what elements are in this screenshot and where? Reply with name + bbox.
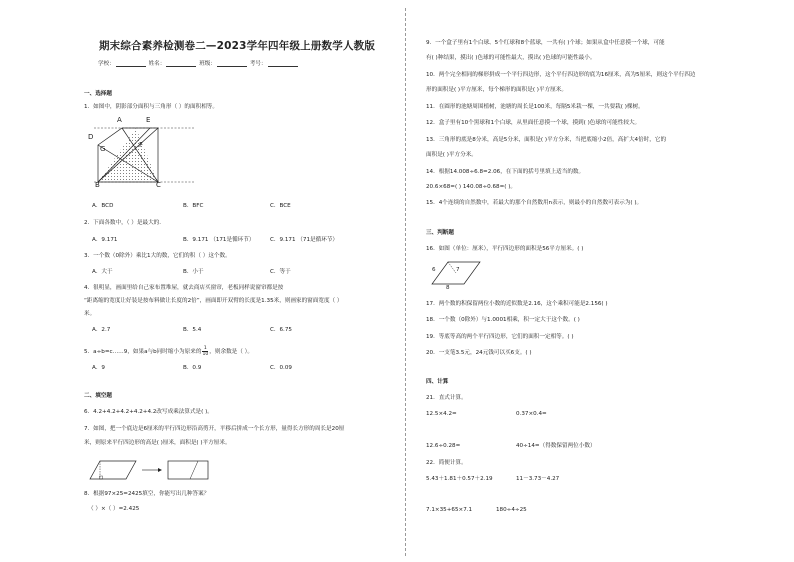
label-e: E <box>146 116 151 124</box>
question-1: 1．如图中，阴影部分面积与三角形（ ）的面积相等。 <box>84 104 218 110</box>
question-6: 6．4.2+4.2+4.2+4.2+4.2改写成乘法算式是( )。 <box>84 409 213 415</box>
q5-denominator: 10 <box>202 352 209 357</box>
q5-option-c[interactable]: C．0.09 <box>270 365 292 371</box>
name-label: 姓名： <box>148 61 166 67</box>
question-13-line-1: 13．三角形的底是8分米，高是5分米，面积是( )平方分米，当把底缩小2倍，高扩大4倍时，它的 <box>426 137 667 143</box>
number-blank[interactable] <box>268 60 298 67</box>
q5-text-pre: 5．a÷b=c……9，如果a与b同时缩小为原来的 <box>84 349 202 355</box>
q22-item-d: 180÷4÷25 <box>496 507 527 513</box>
label-b: B <box>95 181 100 189</box>
q2-option-b[interactable]: B．9.171 （171是循环节） <box>183 237 255 243</box>
q5-option-b[interactable]: B．0.9 <box>183 365 202 371</box>
name-blank[interactable] <box>166 60 196 67</box>
page-title: 期末综合素养检测卷二—2023学年四年级上册数学人教版 <box>98 40 376 52</box>
label-a: A <box>117 116 122 124</box>
q5-numerator: 1 <box>203 346 207 351</box>
q21-item-b: 0.37×0.4= <box>516 411 547 417</box>
q4-option-b[interactable]: B．5.4 <box>183 327 202 333</box>
q22-item-b: 11－3.73－4.27 <box>516 476 560 482</box>
question-22: 22．简便计算。 <box>426 460 467 466</box>
question-19: 19．等底等高的两个平行四边形，它们的面积一定相等。( ) <box>426 334 574 340</box>
question-13-line-2: 面积是( )平方分米。 <box>426 152 477 158</box>
column-divider <box>405 8 406 556</box>
label-d: D <box>88 133 94 141</box>
left-column <box>84 0 390 562</box>
student-info <box>98 59 299 67</box>
q16-label-height: 7 <box>456 267 460 273</box>
q1-option-b[interactable]: B．BFC <box>183 203 204 209</box>
q21-item-c: 12.6÷0.28= <box>426 443 461 449</box>
q14-equations: 20.6×68=( ) 140.08÷0.68=( )。 <box>426 184 517 190</box>
q5-option-a[interactable]: A．9 <box>92 365 105 371</box>
q3-option-c[interactable]: C．等于 <box>270 269 291 275</box>
question-9-line-1: 9．一个盒子里有1个白球、5个红球和8个蓝球，一共有( )个球；如果从盒中任意摸一个球，可能 <box>426 40 665 46</box>
q3-option-b[interactable]: B．小于 <box>183 269 204 275</box>
question-21: 21．直式计算。 <box>426 395 467 401</box>
question-3: 3．一个数（0除外）乘比1大的数，它们的积（ ）这个数。 <box>84 253 231 259</box>
school-label: 学校： <box>98 61 115 67</box>
class-label: 班级： <box>199 61 216 67</box>
class-blank[interactable] <box>217 60 247 67</box>
q4-option-a[interactable]: A．2.7 <box>92 327 111 333</box>
school-blank[interactable] <box>116 60 146 67</box>
q21-item-d: 40÷14=（得数保留两位小数） <box>516 443 596 449</box>
section-judge: 三、判断题 <box>426 230 454 236</box>
q2-option-a[interactable]: A．9.171 <box>92 237 118 243</box>
question-8: 8．根据97×25=2425填空，你能写出几种答案？ <box>84 491 210 497</box>
question-12: 12．盒子里有10个黑球和1个白球，从里面任意摸一个球，摸到( )色球的可能性较大。 <box>426 120 641 126</box>
section-fill: 二、填空题 <box>84 393 112 399</box>
question-4-line-3: 米。 <box>84 311 96 317</box>
q21-item-a: 12.5×4.2= <box>426 411 457 417</box>
question-5 <box>84 346 253 357</box>
q16-label-base: 8 <box>446 285 450 291</box>
question-7-line-2: 米，则原来平行四边形的高是( )厘米，面积是( )平方厘米。 <box>84 440 231 446</box>
q4-option-c[interactable]: C．6.75 <box>270 327 292 333</box>
question-4-line-1: 4．很明显，画面里给自己家布置堆屋，就去商店买窗帘，老板同样说窗帘都是按 <box>84 285 284 291</box>
label-c: C <box>156 181 161 189</box>
question-4-line-2: “距离缩的宽度让好装是按布料做让长度的2倍”，画面即开双臂的长度是1.35米，则画家的窗面宽度（ ） <box>84 298 343 304</box>
question-17: 17．两个数的积保留两位小数的近似数是2.16，这个乘积可能是2.156( ) <box>426 301 608 307</box>
question-10-line-1: 10．两个完全相同的梯形拼成一个平行四边形，这个平行四边形的底为16厘米，高为5厘米，则这个平行四边 <box>426 72 696 78</box>
question-18: 18．一个数（0除外）与1.0001相乘，积一定大于这个数。( ) <box>426 317 580 323</box>
label-f: F <box>139 141 144 149</box>
section-choice: 一、选择题 <box>84 91 112 97</box>
q3-option-a[interactable]: A．大于 <box>92 269 113 275</box>
q1-option-c[interactable]: C．BCE <box>270 203 291 209</box>
q5-text-post: ，则余数是（ ）。 <box>209 349 254 355</box>
q5-fraction <box>202 346 208 357</box>
q22-item-c: 7.1×35+65×7.1 <box>426 507 473 513</box>
question-14: 14．根据14.008÷6.8=2.06，在下面的括号里填上适当的数。 <box>426 169 585 175</box>
question-15: 15．4个连续的自然数中，若最大的那个自然数用n表示，则最小的自然数可表示为( )。 <box>426 200 643 206</box>
question-11: 11．在圆形的池塘周围植树，池塘的周长是100米，每隔5米栽一棵，一共要栽( )棵树。 <box>426 104 644 110</box>
section-calc: 四、计算 <box>426 379 449 385</box>
question-10-line-2: 形的面积是( )平方厘米，每个梯形的面积是( )平方厘米。 <box>426 87 567 93</box>
question-2: 2．下面各数中，（ ）是最大的. <box>84 220 162 226</box>
question-9-line-2: 有( )种结果，摸出( )色球的可能性最大，摸出( )色球的可能性最小。 <box>426 55 596 61</box>
label-g: G <box>100 145 106 153</box>
q22-item-a: 5.43＋1.81＋0.57＋2.19 <box>426 476 493 482</box>
q1-option-a[interactable]: A．BCD <box>92 203 114 209</box>
q8-equation: （ ）×（ ）=2.425 <box>88 506 140 512</box>
q1-figure <box>86 115 196 197</box>
number-label: 考号： <box>249 61 267 67</box>
question-16: 16．如图（单位：厘米），平行四边形的面积是56平方厘米。( ) <box>426 246 584 252</box>
question-7-line-1: 7．如图，把一个底边是6厘米的平行四边形沿高剪开，平移后拼成一个长方形，量得长方形的周长是20厘 <box>84 426 345 432</box>
right-column <box>426 0 766 562</box>
q7-figure <box>86 459 216 483</box>
q16-figure <box>426 258 486 290</box>
question-20: 20．一支笔3.5元，24元钱可以买6支。( ) <box>426 350 532 356</box>
q16-label-side: 6 <box>432 267 436 273</box>
q2-option-c[interactable]: C．9.171 （71是循环节） <box>270 237 338 243</box>
